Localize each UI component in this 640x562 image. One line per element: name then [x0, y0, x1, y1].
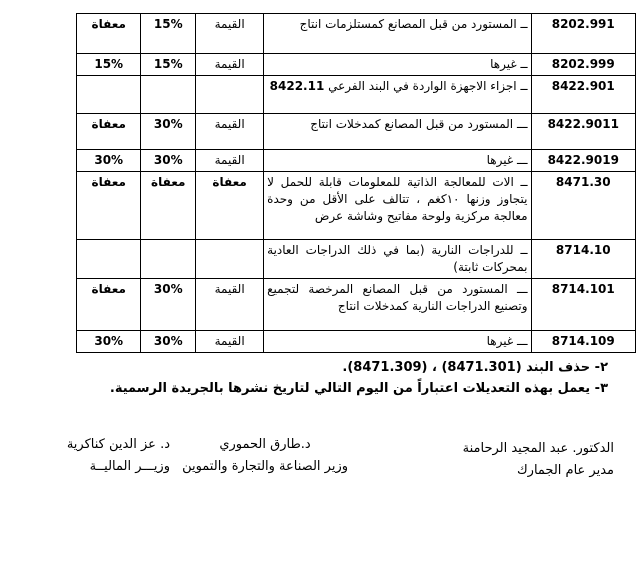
item-description: ــ غيرها — [264, 54, 531, 76]
signatory-customs-director — [463, 438, 614, 482]
tariff-code: 8422.901 — [531, 76, 636, 114]
tariff-code: 8422.9019 — [531, 150, 636, 172]
preferential-rate — [77, 76, 141, 114]
duty-rate — [141, 76, 196, 114]
table-row — [77, 172, 636, 240]
duty-rate: 30% — [141, 114, 196, 150]
table-row — [77, 331, 636, 353]
signatory-title: وزيـــر الماليــة — [89, 459, 170, 474]
subheading-reference: 8422.11 — [269, 79, 325, 93]
signatory-industry-minister — [182, 434, 348, 478]
note-2 — [48, 360, 608, 375]
tariff-code: 8714.101 — [531, 279, 636, 331]
table-row — [77, 279, 636, 331]
table-row — [77, 240, 636, 279]
preferential-rate: معفاة — [77, 279, 141, 331]
preferential-rate: معفاة — [77, 14, 141, 54]
note-2-text: ٢- حذف البند — [526, 360, 608, 375]
item-description: ـــ المستورد من قبل المصانع كمدخلات انتاج — [264, 114, 531, 150]
preferential-rate: 15% — [77, 54, 141, 76]
duty-basis: القيمة — [196, 14, 264, 54]
item-description: ـــ المستورد من قبل المصانع المرخصة لتجميع وتصنيع الدراجات النارية كمدخلات انتاج — [264, 279, 531, 331]
signatory-finance-minister — [67, 434, 170, 478]
table-row — [77, 54, 636, 76]
duty-basis: القيمة — [196, 150, 264, 172]
item-description: ــ للدراجات النارية (بما في ذلك الدراجات العادية بمحركات ثابتة) — [264, 240, 531, 279]
duty-basis: معفاة — [196, 172, 264, 240]
signatory-name: الدكتور. عبد المجيد الرحامنة — [462, 441, 614, 456]
note-2-codes: (8471.301) ، (8471.309). — [342, 360, 522, 375]
note-3: ٣- يعمل بهذه التعديلات اعتباراً من اليوم التالي لتاريخ نشرها بالجريدة الرسمية. — [109, 381, 608, 396]
tariff-code: 8202.999 — [531, 54, 636, 76]
duty-rate: 30% — [141, 150, 196, 172]
signatory-title: مدير عام الجمارك — [516, 463, 614, 478]
duty-basis: القيمة — [196, 331, 264, 353]
preferential-rate: معفاة — [77, 114, 141, 150]
tariff-code: 8714.10 — [531, 240, 636, 279]
signatory-title: وزير الصناعة والتجارة والتموين — [182, 459, 348, 474]
preferential-rate: معفاة — [77, 172, 141, 240]
tariff-code: 8202.991 — [531, 14, 636, 54]
item-description — [264, 76, 531, 114]
tariff-code: 8422.9011 — [531, 114, 636, 150]
duty-basis: القيمة — [196, 279, 264, 331]
item-description: ــ الات للمعالجة الذاتية للمعلومات قابلة للحمل لا يتجاوز وزنها ١٠كغم ، تتالف على الأقل من وحدة معالجة مركزية ولوحة مفاتيح وشاشة عرض — [264, 172, 531, 240]
preferential-rate: 30% — [77, 331, 141, 353]
table-row — [77, 114, 636, 150]
duty-basis: القيمة — [196, 54, 264, 76]
duty-basis — [196, 240, 264, 279]
preferential-rate: 30% — [77, 150, 141, 172]
duty-basis — [196, 76, 264, 114]
duty-basis: القيمة — [196, 114, 264, 150]
tariff-code: 8714.109 — [531, 331, 636, 353]
table-row — [77, 150, 636, 172]
table-row — [77, 14, 636, 54]
duty-rate: معفاة — [141, 172, 196, 240]
item-description: ـــ غيرها — [264, 150, 531, 172]
duty-rate: 30% — [141, 331, 196, 353]
item-description: ــ المستورد من قبل المصانع كمستلزمات انتاج — [264, 14, 531, 54]
table-row — [77, 76, 636, 114]
duty-rate: 15% — [141, 14, 196, 54]
description-text: ــ اجزاء الاجهزة الواردة في البند الفرعي — [328, 79, 528, 93]
duty-rate — [141, 240, 196, 279]
item-description: ـــ غيرها — [264, 331, 531, 353]
duty-rate: 15% — [141, 54, 196, 76]
duty-rate: 30% — [141, 279, 196, 331]
preferential-rate — [77, 240, 141, 279]
tariff-code: 8471.30 — [531, 172, 636, 240]
signatory-name: د.طارق الحموري — [219, 437, 311, 452]
tariff-table — [76, 13, 636, 353]
signatory-name: د. عز الدين كناكرية — [66, 437, 170, 452]
